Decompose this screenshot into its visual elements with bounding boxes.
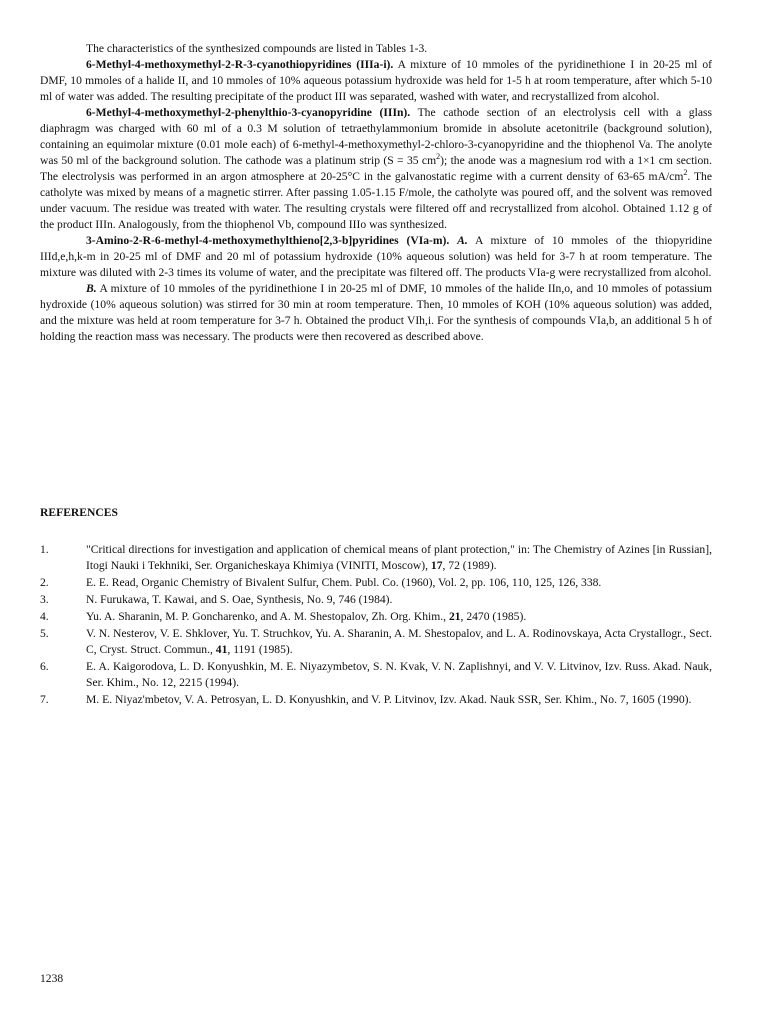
reference-number: 3. [40, 593, 49, 606]
text-compounds-iii: A mixture of 10 mmoles of the pyridinethione I in 20-25 ml of DMF, 10 mmoles of a halide II, and 10 mmoles of 10% aqueous potassium hydroxide was held for 1-5 h at room temperature, after which 5-10 ml of water was added. The resulting precipitate of the product III was separated, washed with water, and recrystallized from alcohol. [40, 58, 712, 103]
reference-text-main: Yu. A. Sharanin, M. P. Goncharenko, and A. M. Shestopalov, Zh. Org. Khim., [86, 610, 449, 623]
experimental-section [40, 41, 712, 345]
paragraph-compounds-vi-b [40, 281, 712, 345]
reference-text-main: "Critical directions for investigation and application of chemical means of plant protection," in: The Chemistry of Azines [in Russian], Itogi Nauki i Tekhniki, Ser. Organicheskaya Khimiya (VINITI, Moscow), [86, 543, 712, 572]
text-compound-iiin-c: . The catholyte was mixed by means of a magnetic stirrer. After passing 1.05-1.15 F/mole, the catholyte was poured off, and the solvent was removed under vacuum. The residue was treated with water. The resulting crystals were filtered off and recrystallized from alcohol. Obtained 1.12 g of the product IIIn. Analogously, from the thiophenol Vb, compound IIIo was synthesized. [40, 170, 712, 231]
reference-number: 7. [40, 693, 49, 706]
reference-item [40, 659, 712, 691]
reference-text-main: N. Furukawa, T. Kawai, and S. Oae, Synthesis, No. 9, 746 (1984). [86, 593, 393, 606]
references-list [40, 542, 712, 709]
reference-number: 2. [40, 576, 49, 589]
reference-text [86, 692, 712, 708]
text-compound-iiin-b: ); the anode was a magnesium rod with a 1×1 cm section. The electrolysis was performed in an argon atmosphere at 20-25°C in the galvanostatic regime with a current density of 63-65 mA/cm [40, 154, 713, 183]
heading-compounds-iii: 6-Methyl-4-methoxymethyl-2-R-3-cyanothiopyridines (IIIa-i). [86, 58, 394, 71]
superscript-2: 2 [683, 168, 688, 178]
heading-compounds-vi: 3-Amino-2-R-6-methyl-4-methoxymethylthieno[2,3-b]pyridines (VIa-m). [86, 234, 450, 247]
reference-text-main: E. E. Read, Organic Chemistry of Bivalent Sulfur, Chem. Publ. Co. (1960), Vol. 2, pp. 106, 110, 125, 126, 338. [86, 576, 602, 589]
paragraph-compound-iiin [40, 105, 712, 233]
text-method-a: A mixture of 10 mmoles of the thiopyridine IIId,e,h,k-m in 20-25 ml of DMF and 20 ml of potassium hydroxide (10% aqueous solution) was held for 3-7 h at room temperature. The mixture was diluted with 2-3 times its volume of water, and the precipitate was filtered off. The products VIa-g were recrystallized from alcohol. [40, 234, 712, 279]
superscript-1: 2 [436, 152, 441, 162]
reference-text-main: V. N. Nesterov, V. E. Shklover, Yu. T. Struchkov, Yu. A. Sharanin, A. M. Shestopalov, and L. A. Rodinovskaya, Acta Crystallogr., Sect. C, Cryst. Struct. Commun., [86, 627, 712, 656]
reference-text-tail: , 1191 (1985). [227, 643, 293, 656]
reference-text-main: M. E. Niyaz'mbetov, V. A. Petrosyan, L. D. Konyushkin, and V. P. Litvinov, Izv. Akad. Nauk SSR, Ser. Khim., No. 7, 1605 (1990). [86, 693, 692, 706]
text-compound-iiin-a: The cathode section of an electrolysis cell with a glass diaphragm was charged with 60 ml of a 0.3 M solution of tetraethylammonium bromide in absolute acetonitrile (background solution), containing an equimolar mixture (0.01 mole each) of 6-methyl-4-methoxymethyl-2-chloro-3-cyanopyridine and the thiophenol Va. The anolyte was 50 ml of the background solution. The cathode was a platinum strip (S = 35 cm [40, 106, 712, 167]
reference-item [40, 692, 712, 708]
reference-item [40, 592, 712, 608]
reference-text [86, 659, 712, 691]
reference-text [86, 609, 712, 625]
reference-text-main: E. A. Kaigorodova, L. D. Konyushkin, M. E. Niyazymbetov, S. N. Kvak, V. N. Zaplishnyi, and V. V. Litvinov, Izv. Russ. Akad. Nauk, Ser. Khim., No. 12, 2215 (1994). [86, 660, 712, 689]
text-method-b: A mixture of 10 mmoles of the pyridinethione I in 20-25 ml of DMF, 10 mmoles of the halide IIn,o, and 10 mmoles of potassium hydroxide (10% aqueous solution) was stirred for 30 min at room temperature. Then, 10 mmoles of KOH (10% aqueous solution) was added, and the mixture was held at room temperature for 3-7 h. Obtained the product VIh,i. For the synthesis of compounds VIa,b, an additional 5 h of holding the reaction mass was necessary. The products were then recovered as described above. [40, 282, 712, 343]
reference-number: 5. [40, 627, 49, 640]
reference-text [86, 575, 712, 591]
reference-text-tail: , 72 (1989). [442, 559, 497, 572]
reference-number: 1. [40, 543, 49, 556]
reference-volume: 17 [430, 559, 443, 572]
reference-item [40, 626, 712, 658]
method-a-label: A. [457, 234, 468, 247]
reference-number: 4. [40, 610, 49, 623]
paragraph-intro [40, 41, 712, 57]
page-number: 1238 [40, 972, 64, 985]
reference-text [86, 626, 712, 658]
method-b-label: B. [86, 282, 97, 295]
reference-item [40, 542, 712, 574]
reference-volume: 41 [215, 643, 228, 656]
reference-text [86, 542, 712, 574]
reference-number: 6. [40, 660, 49, 673]
reference-item [40, 575, 712, 591]
paragraph-compounds-iii [40, 57, 712, 105]
reference-item [40, 609, 712, 625]
reference-volume: 21 [448, 610, 461, 623]
reference-text [86, 592, 712, 608]
reference-text-tail: , 2470 (1985). [460, 610, 527, 623]
references-heading: REFERENCES [40, 506, 118, 519]
heading-compound-iiin: 6-Methyl-4-methoxymethyl-2-phenylthio-3-cyanopyridine (IIIn). [86, 106, 411, 119]
intro-text: The characteristics of the synthesized compounds are listed in Tables 1-3. [86, 42, 428, 55]
paragraph-compounds-vi-a [40, 233, 712, 281]
